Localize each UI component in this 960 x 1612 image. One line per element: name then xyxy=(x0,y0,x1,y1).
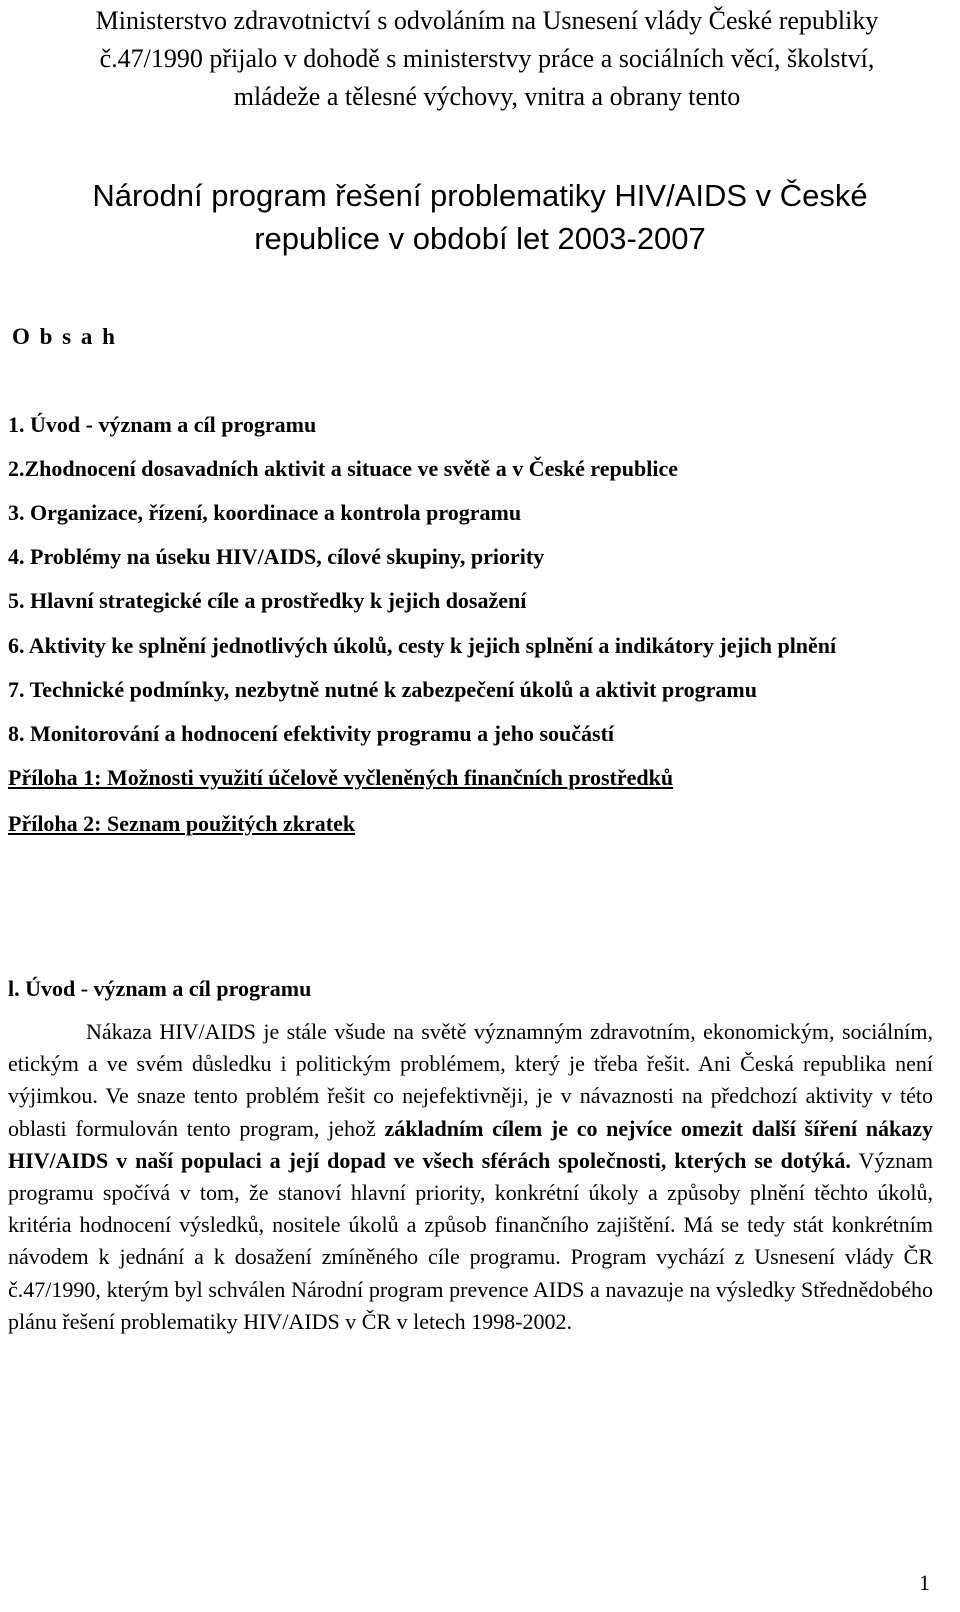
intro-paragraph: Ministerstvo zdravotnictví s odvoláním na Usnesení vlády České republiky č.47/1990 přijalo v dohodě s ministerstvy práce a sociálních věcí, školství, mládeže a tělesné výchovy, vnitra a obrany tento xyxy=(95,6,879,111)
program-title: Národní program řešení problematiky HIV/AIDS v České republice v období let 2003-2007 xyxy=(92,178,868,256)
toc-heading: O b s a h xyxy=(12,324,117,349)
toc-item-7[interactable]: 7. Technické podmínky, nezbytně nutné k zabezpečení úkolů a aktivit programu xyxy=(8,677,757,702)
table-of-contents xyxy=(8,410,933,855)
body-text-part-1: Nákaza HIV/AIDS je stále všude na světě významným zdravotním, ekonomickým, sociálním, etickým a ve svém důsledku i politickým problémem, který je třeba řešit. Ani Česká republika není výjimkou. Ve snaze tento problém řešit co nejefektivněji, je v návaznosti na předchozí aktivity v této oblasti formulován tento program, jehož xyxy=(8,1019,933,1141)
toc-annex-1[interactable]: Příloha 1: Možnosti využití účelově vyčleněných finančních prostředků xyxy=(8,765,674,790)
toc-item-2[interactable]: 2.Zhodnocení dosavadních aktivit a situace ve světě a v České republice xyxy=(8,456,679,481)
toc-item-3[interactable]: 3. Organizace, řízení, koordinace a kontrola programu xyxy=(8,500,522,525)
toc-item-8[interactable]: 8. Monitorování a hodnocení efektivity programu a jeho součástí xyxy=(8,721,615,746)
body-text-bold-goal: základním cílem je co nejvíce omezit další šíření nákazy HIV/AIDS v naší populaci a její dopad ve všech sférách společnosti, kterých se dotýká. xyxy=(8,1115,934,1173)
body-text-part-2: Význam programu spočívá v tom, že stanoví hlavní priority, konkrétní úkoly a způsoby plnění těchto úkolů, kritéria hodnocení výsledků, nositele úkolů a způsob finančního zajištění. Má se tedy stát konkrétním návodem k jednání a k dosažení zmíněného cíle programu. Program vychází z Usnesení vlády ČR č.47/1990, kterým byl schválen Národní program prevence AIDS a navazuje na výsledky Střednědobého plánu řešení problematiky HIV/AIDS v ČR v letech 1998-2002. xyxy=(8,1147,933,1334)
toc-item-4[interactable]: 4. Problémy na úseku HIV/AIDS, cílové skupiny, priority xyxy=(8,544,545,569)
section-1-body xyxy=(8,1016,933,1338)
toc-item-6[interactable]: 6. Aktivity ke splnění jednotlivých úkolů, cesty k jejich splnění a indikátory jejich plnění xyxy=(8,633,837,658)
page-number: 1 xyxy=(919,1570,930,1595)
toc-annex-2[interactable]: Příloha 2: Seznam použitých zkratek xyxy=(8,811,356,836)
toc-item-1[interactable]: 1. Úvod - význam a cíl programu xyxy=(8,412,317,437)
section-1-heading: l. Úvod - význam a cíl programu xyxy=(8,976,312,1001)
toc-item-5[interactable]: 5. Hlavní strategické cíle a prostředky k jejich dosažení xyxy=(8,588,527,613)
